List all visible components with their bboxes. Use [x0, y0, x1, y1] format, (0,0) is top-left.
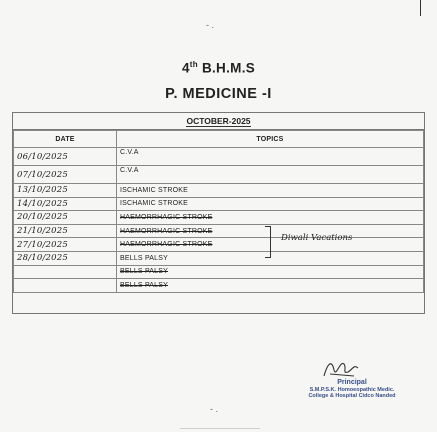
course-number: 4 [181, 60, 190, 76]
course-title [0, 60, 437, 76]
row-date [14, 279, 117, 293]
table-row [14, 238, 424, 252]
schedule-table [12, 112, 425, 314]
row-topic: ISCHAMIC STROKE [117, 197, 424, 211]
bracket-mark [265, 226, 271, 258]
row-date: 14/10/2025 [14, 197, 117, 211]
table-row [14, 148, 424, 166]
row-date [14, 265, 117, 279]
stamp-line: S.M.P.S.K. Homoeopathic Medic. [309, 386, 395, 393]
table-row [14, 265, 424, 279]
row-date: 28/10/2025 [14, 251, 117, 265]
row-topic: BELLS PALSY [117, 251, 424, 265]
month-label: OCTOBER-2025 [186, 116, 251, 126]
date-column-header: DATE [14, 131, 117, 148]
row-topic-struck: BELLS PALSY [117, 265, 424, 279]
table-row [14, 251, 424, 265]
course-suffix: th [189, 60, 198, 69]
table-row [14, 224, 424, 238]
subject-title: P. MEDICINE -I [165, 86, 272, 102]
topics-column-header: TOPICS [117, 131, 424, 148]
principal-stamp [272, 380, 432, 400]
row-date: 13/10/2025 [14, 184, 117, 198]
row-date: 06/10/2025 [14, 148, 117, 166]
row-topic: C.V.A [117, 166, 424, 184]
topics-grid [13, 130, 424, 293]
punch-mark: - . [210, 404, 218, 414]
table-row [14, 211, 424, 225]
table-row [14, 184, 424, 198]
table-row [14, 197, 424, 211]
table-row [14, 279, 424, 293]
scan-edge [180, 428, 260, 429]
course-name: B.H.M.S [197, 60, 256, 76]
row-date: 20/10/2025 [14, 211, 117, 225]
table-row [14, 166, 424, 184]
row-date: 27/10/2025 [14, 238, 117, 252]
row-topic: C.V.A [117, 148, 424, 166]
row-topic-struck: HAEMORRHAGIC STROKE [117, 238, 424, 252]
row-date: 07/10/2025 [14, 166, 117, 184]
punch-mark: - . [206, 20, 214, 30]
stamp-title: Principal [337, 379, 367, 386]
row-topic-struck: BELLS PALSY [117, 279, 424, 293]
edge-mark [420, 0, 421, 16]
row-date: 21/10/2025 [14, 224, 117, 238]
month-heading [13, 113, 424, 130]
handwritten-note: Diwali Vacations [281, 233, 353, 243]
stamp-line: College & Hospital Cidco Nanded [308, 393, 396, 399]
row-topic: ISCHAMIC STROKE [117, 184, 424, 198]
row-topic-struck: HAEMORRHAGIC STROKE [117, 224, 424, 238]
row-topic-struck: HAEMORRHAGIC STROKE [117, 211, 424, 225]
